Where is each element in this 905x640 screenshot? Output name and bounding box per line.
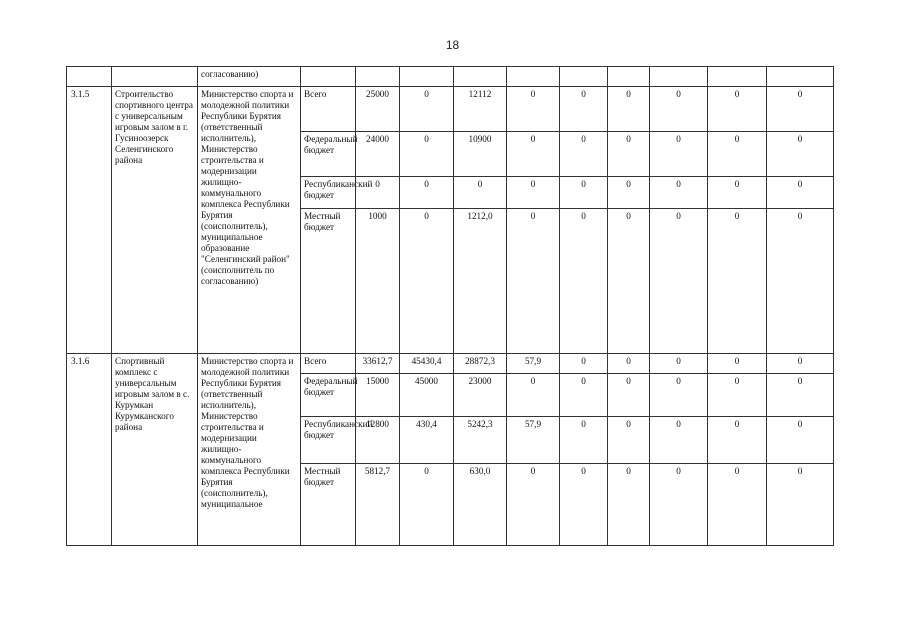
- value-cell: 0: [767, 417, 834, 464]
- table-cell: [608, 67, 650, 87]
- value-cell: 0: [708, 132, 767, 177]
- value-cell: 57,9: [507, 417, 560, 464]
- value-cell: 0: [650, 87, 708, 132]
- value-cell: 33612,7: [356, 354, 400, 374]
- value-cell: 5812,7: [356, 464, 400, 546]
- value-cell: 0: [507, 209, 560, 354]
- executor-cell: согласованию): [198, 67, 301, 87]
- value-cell: 0: [507, 374, 560, 417]
- value-cell: 12112: [454, 87, 507, 132]
- value-cell: 0: [650, 209, 708, 354]
- table-cell: [560, 67, 608, 87]
- value-cell: 0: [507, 87, 560, 132]
- value-cell: 0: [650, 417, 708, 464]
- table-cell: [112, 67, 198, 87]
- value-cell: 0: [650, 132, 708, 177]
- value-cell: 0: [650, 354, 708, 374]
- funding-source: Всего: [301, 87, 356, 132]
- value-cell: 0: [608, 177, 650, 209]
- value-cell: 0: [454, 177, 507, 209]
- item-executor: Министерство спорта и молодежной политики Республики Бурятия (ответственный исполнитель), Министерство строительства и модернизации жилищно-коммунального комплекса Республики Бурятия (соисполнитель), муниципальное образование "Селенгинский район" (соисполнитель по согласованию): [198, 87, 301, 354]
- funding-source: Республиканский бюджет: [301, 417, 356, 464]
- value-cell: 0: [650, 464, 708, 546]
- value-cell: 45430,4: [400, 354, 454, 374]
- value-cell: 0: [507, 132, 560, 177]
- funding-source: Федеральный бюджет: [301, 374, 356, 417]
- value-cell: 0: [708, 354, 767, 374]
- carryover-row: [67, 67, 834, 87]
- item-name: Спортивный комплекс с универсальным игровым залом в с. Курумкан Курумканского района: [112, 354, 198, 546]
- table-cell: [356, 67, 400, 87]
- funding-source: Федеральный бюджет: [301, 132, 356, 177]
- table-cell: [507, 67, 560, 87]
- budget-table: [66, 66, 834, 546]
- value-cell: 12800: [356, 417, 400, 464]
- value-cell: 0: [767, 177, 834, 209]
- value-cell: 0: [608, 417, 650, 464]
- value-cell: 0: [400, 464, 454, 546]
- value-cell: 0: [507, 464, 560, 546]
- table-cell: [400, 67, 454, 87]
- table-cell: [67, 67, 112, 87]
- item-code: 3.1.6: [67, 354, 112, 546]
- value-cell: 0: [650, 177, 708, 209]
- value-cell: 430,4: [400, 417, 454, 464]
- value-cell: 10900: [454, 132, 507, 177]
- value-cell: 23000: [454, 374, 507, 417]
- funding-source: Всего: [301, 354, 356, 374]
- value-cell: 0: [400, 209, 454, 354]
- value-cell: 0: [560, 374, 608, 417]
- value-cell: 0: [708, 417, 767, 464]
- value-cell: 1000: [356, 209, 400, 354]
- value-cell: 57,9: [507, 354, 560, 374]
- value-cell: 28872,3: [454, 354, 507, 374]
- value-cell: 0: [560, 132, 608, 177]
- table-cell: [767, 67, 834, 87]
- table-cell: [650, 67, 708, 87]
- value-cell: 0: [507, 177, 560, 209]
- table-cell: [454, 67, 507, 87]
- value-cell: 0: [767, 209, 834, 354]
- value-cell: 0: [560, 177, 608, 209]
- table-row: [67, 354, 834, 374]
- value-cell: 0: [767, 464, 834, 546]
- value-cell: 0: [400, 177, 454, 209]
- value-cell: 1212,0: [454, 209, 507, 354]
- table-cell: [301, 67, 356, 87]
- value-cell: 0: [708, 374, 767, 417]
- value-cell: 0: [767, 354, 834, 374]
- table-row: [67, 87, 834, 132]
- value-cell: 0: [708, 209, 767, 354]
- value-cell: 0: [608, 132, 650, 177]
- value-cell: 0: [400, 87, 454, 132]
- value-cell: 15000: [356, 374, 400, 417]
- funding-source: Республиканский бюджет: [301, 177, 356, 209]
- value-cell: 0: [400, 132, 454, 177]
- value-cell: 0: [608, 209, 650, 354]
- value-cell: 0: [560, 209, 608, 354]
- value-cell: 0: [708, 464, 767, 546]
- value-cell: 0: [608, 354, 650, 374]
- value-cell: 0: [608, 464, 650, 546]
- value-cell: 45000: [400, 374, 454, 417]
- value-cell: 0: [608, 374, 650, 417]
- item-code: 3.1.5: [67, 87, 112, 354]
- value-cell: 0: [356, 177, 400, 209]
- page-number: 18: [445, 38, 460, 52]
- value-cell: 0: [767, 374, 834, 417]
- value-cell: 0: [708, 87, 767, 132]
- value-cell: 0: [560, 417, 608, 464]
- value-cell: 0: [608, 87, 650, 132]
- value-cell: 630,0: [454, 464, 507, 546]
- value-cell: 25000: [356, 87, 400, 132]
- item-name: Строительство спортивного центра с универсальным игровым залом в г. Гусиноозерск Селенгинского района: [112, 87, 198, 354]
- value-cell: 0: [560, 354, 608, 374]
- table-cell: [708, 67, 767, 87]
- value-cell: 5242,3: [454, 417, 507, 464]
- value-cell: 0: [560, 87, 608, 132]
- value-cell: 0: [650, 374, 708, 417]
- item-executor: Министерство спорта и молодежной политики Республики Бурятия (ответственный исполнитель), Министерство строительства и модернизации жилищно-коммунального комплекса Республики Бурятия (соисполнитель), муниципальное: [198, 354, 301, 546]
- funding-source: Местный бюджет: [301, 209, 356, 354]
- value-cell: 0: [767, 87, 834, 132]
- value-cell: 0: [708, 177, 767, 209]
- value-cell: 0: [767, 132, 834, 177]
- value-cell: 24000: [356, 132, 400, 177]
- funding-source: Местный бюджет: [301, 464, 356, 546]
- value-cell: 0: [560, 464, 608, 546]
